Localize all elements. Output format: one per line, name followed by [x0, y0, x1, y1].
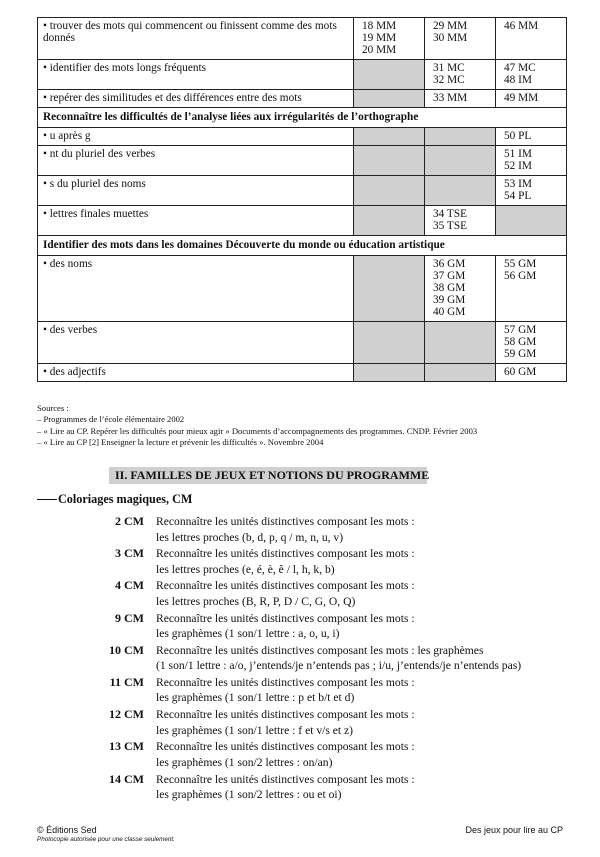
entry-item	[0, 578, 600, 610]
game-codes-c2	[354, 364, 425, 382]
game-code: 55 GM	[504, 258, 537, 270]
entry-item	[0, 514, 600, 546]
entry-item	[0, 643, 600, 675]
table-row	[38, 146, 567, 176]
table-row	[38, 18, 567, 60]
game-codes-c3	[425, 18, 496, 60]
skill-label: • u après g	[38, 128, 354, 146]
game-code: 53 IM	[504, 178, 532, 190]
game-code: 18 MM	[362, 20, 397, 32]
entry-code: 4 CM	[115, 578, 144, 593]
game-codes-c4	[496, 206, 567, 236]
game-code: 46 MM	[504, 20, 539, 32]
entry-line-2: les graphèmes (1 son/2 lettres : ou et oi)	[156, 788, 342, 801]
table-row	[38, 206, 567, 236]
game-code: 39 GM	[433, 294, 466, 306]
game-code: 20 MM	[362, 44, 397, 56]
game-code: 51 IM	[504, 148, 532, 160]
game-codes-c4	[496, 256, 567, 322]
game-codes-c3	[425, 176, 496, 206]
game-code: 32 MC	[433, 74, 465, 86]
game-code: 38 GM	[433, 282, 466, 294]
game-code: 54 PL	[504, 190, 532, 202]
table-row	[38, 60, 567, 90]
game-code: 60 GM	[504, 366, 537, 378]
skill-label: • des noms	[38, 256, 354, 322]
entry-item	[0, 611, 600, 643]
skill-label: • nt du pluriel des verbes	[38, 146, 354, 176]
entry-code: 12 CM	[109, 707, 144, 722]
game-codes-c4	[496, 146, 567, 176]
table-row	[38, 128, 567, 146]
game-code: 48 IM	[504, 74, 532, 86]
entry-item	[0, 739, 600, 771]
entry-code: 3 CM	[115, 546, 144, 561]
game-code: 49 MM	[504, 92, 539, 104]
game-codes-c3	[425, 322, 496, 364]
section-title: Reconnaître les difficultés de l’analyse liées aux irrégularités de l’orthographe	[38, 108, 567, 128]
game-codes-c4	[496, 18, 567, 60]
entry-line-1: Reconnaître les unités distinctives composant les mots :	[156, 675, 415, 689]
game-codes-c2	[354, 90, 425, 108]
game-codes-c2	[354, 146, 425, 176]
game-codes-c3	[425, 206, 496, 236]
game-codes-c4	[496, 128, 567, 146]
skill-label: • lettres finales muettes	[38, 206, 354, 236]
entry-line-2: (1 son/1 lettre : a/o, j’entends/je n’entends pas ; i/u, j’entends/je n’entends pas)	[156, 659, 522, 673]
game-code: 56 GM	[504, 270, 537, 282]
game-code: 30 MM	[433, 32, 468, 44]
sources-block	[37, 403, 477, 448]
footer-left	[37, 825, 175, 844]
table-section-row	[38, 236, 567, 256]
skill-label: • repérer des similitudes et des différences entre des mots	[38, 90, 354, 108]
entry-item	[0, 546, 600, 578]
source-item: – « Lire au CP. Repérer les difficultés pour mieux agir » Documents d’accompagnements des programmes. CNDP. Février 2003	[37, 425, 478, 436]
game-code: 58 GM	[504, 336, 537, 348]
game-codes-c3	[425, 364, 496, 382]
game-code: 57 GM	[504, 324, 537, 336]
game-codes-c4	[496, 322, 567, 364]
table-row	[38, 322, 567, 364]
entry-line-1: Reconnaître les unités distinctives composant les mots :	[156, 515, 415, 528]
entry-code: 9 CM	[115, 610, 144, 625]
sources-title: Sources :	[37, 403, 69, 413]
game-code: 36 GM	[433, 258, 466, 270]
entry-line-2: les graphèmes (1 son/1 lettre : p et b/t et d)	[156, 691, 355, 705]
game-code: 35 TSE	[433, 220, 468, 232]
entry-line-1: Reconnaître les unités distinctives composant les mots :	[156, 611, 415, 625]
entry-line-1: Reconnaître les unités distinctives composant les mots :	[156, 579, 415, 593]
game-code: 29 MM	[433, 20, 468, 32]
game-code: 52 IM	[504, 160, 532, 172]
table-row	[38, 90, 567, 108]
game-codes-c2	[354, 128, 425, 146]
entry-line-2: les graphèmes (1 son/1 lettre : f et v/s et z)	[156, 723, 354, 737]
skill-label: • identifier des mots longs fréquents	[38, 60, 354, 90]
table-row	[38, 256, 567, 322]
game-code: 34 TSE	[433, 208, 468, 220]
game-codes-c4	[496, 176, 567, 206]
game-codes-c3	[425, 146, 496, 176]
entry-item	[0, 707, 600, 739]
game-codes-c3	[425, 128, 496, 146]
game-codes-c3	[425, 60, 496, 90]
game-code: 19 MM	[362, 32, 397, 44]
entry-list	[0, 514, 600, 804]
game-codes-c4	[496, 90, 567, 108]
game-code: 37 GM	[433, 270, 466, 282]
game-code: 31 MC	[433, 62, 465, 74]
game-codes-c4	[496, 364, 567, 382]
game-codes-c2	[354, 322, 425, 364]
curriculum-table-body	[38, 18, 567, 382]
section-heading: II. FAMILLES DE JEUX ET NOTIONS DU PROGRAMME	[109, 467, 427, 484]
game-code: 33 MM	[433, 92, 468, 104]
game-code: 59 GM	[504, 348, 537, 360]
section-title: Identifier des mots dans les domaines Découverte du monde ou éducation artistique	[38, 236, 567, 256]
entry-code: 11 CM	[109, 674, 144, 689]
entry-item	[0, 675, 600, 707]
skill-label: • s du pluriel des noms	[38, 176, 354, 206]
table-row	[38, 364, 567, 382]
entry-line-2: les graphèmes (1 son/2 lettres : on/an)	[156, 755, 333, 769]
game-codes-c4	[496, 60, 567, 90]
subheading-row	[37, 491, 192, 507]
entry-line-1: Reconnaître les unités distinctives composant les mots : les graphèmes	[156, 643, 484, 657]
footer-title: Des jeux pour lire au CP	[465, 825, 563, 835]
table-row	[38, 176, 567, 206]
skill-label: • trouver des mots qui commencent ou finissent comme des mots donnés	[38, 18, 354, 60]
entry-code: 10 CM	[109, 642, 144, 657]
game-codes-c2	[354, 206, 425, 236]
entry-line-2: les lettres proches (B, R, P, D / C, G, O, Q)	[156, 594, 356, 608]
entry-line-2: les lettres proches (b, d, p, q / m, n, u, v)	[156, 530, 344, 544]
game-codes-c2	[354, 256, 425, 322]
entry-line-2: les graphèmes (1 son/1 lettre : a, o, u, i)	[156, 627, 340, 641]
skill-label: • des adjectifs	[38, 364, 354, 382]
entry-line-1: Reconnaître les unités distinctives composant les mots :	[156, 547, 415, 561]
game-codes-c3	[425, 256, 496, 322]
curriculum-table	[37, 17, 567, 382]
game-codes-c2	[354, 60, 425, 90]
dash-rule	[37, 499, 57, 500]
entry-line-2: les lettres proches (e, é, è, ê / l, h, k, b)	[156, 562, 335, 576]
source-item: – « Lire au CP [2] Enseigner la lecture et prévenir les difficultés ». Novembre 2004	[37, 436, 324, 447]
table-section-row	[38, 108, 567, 128]
game-code: 40 GM	[433, 306, 466, 318]
entry-item	[0, 772, 600, 804]
subheading: Coloriages magiques, CM	[58, 492, 193, 506]
entry-line-1: Reconnaître les unités distinctives composant les mots :	[156, 740, 415, 754]
entry-code: 2 CM	[115, 514, 144, 528]
skill-label: • des verbes	[38, 322, 354, 364]
footer-note: Photocopie autorisée pour une classe seulement.	[37, 836, 175, 843]
entry-line-1: Reconnaître les unités distinctives composant les mots :	[156, 772, 415, 786]
entry-line-1: Reconnaître les unités distinctives composant les mots :	[156, 708, 415, 722]
game-codes-c2	[354, 176, 425, 206]
entry-code: 14 CM	[109, 771, 144, 786]
game-code: 50 PL	[504, 130, 532, 142]
game-codes-c3	[425, 90, 496, 108]
entry-code: 13 CM	[109, 739, 144, 754]
game-code: 47 MC	[504, 62, 536, 74]
source-item: – Programmes de l’école élémentaire 2002	[37, 414, 185, 425]
game-codes-c2	[354, 18, 425, 60]
footer-copyright: © Éditions Sed	[37, 825, 97, 835]
